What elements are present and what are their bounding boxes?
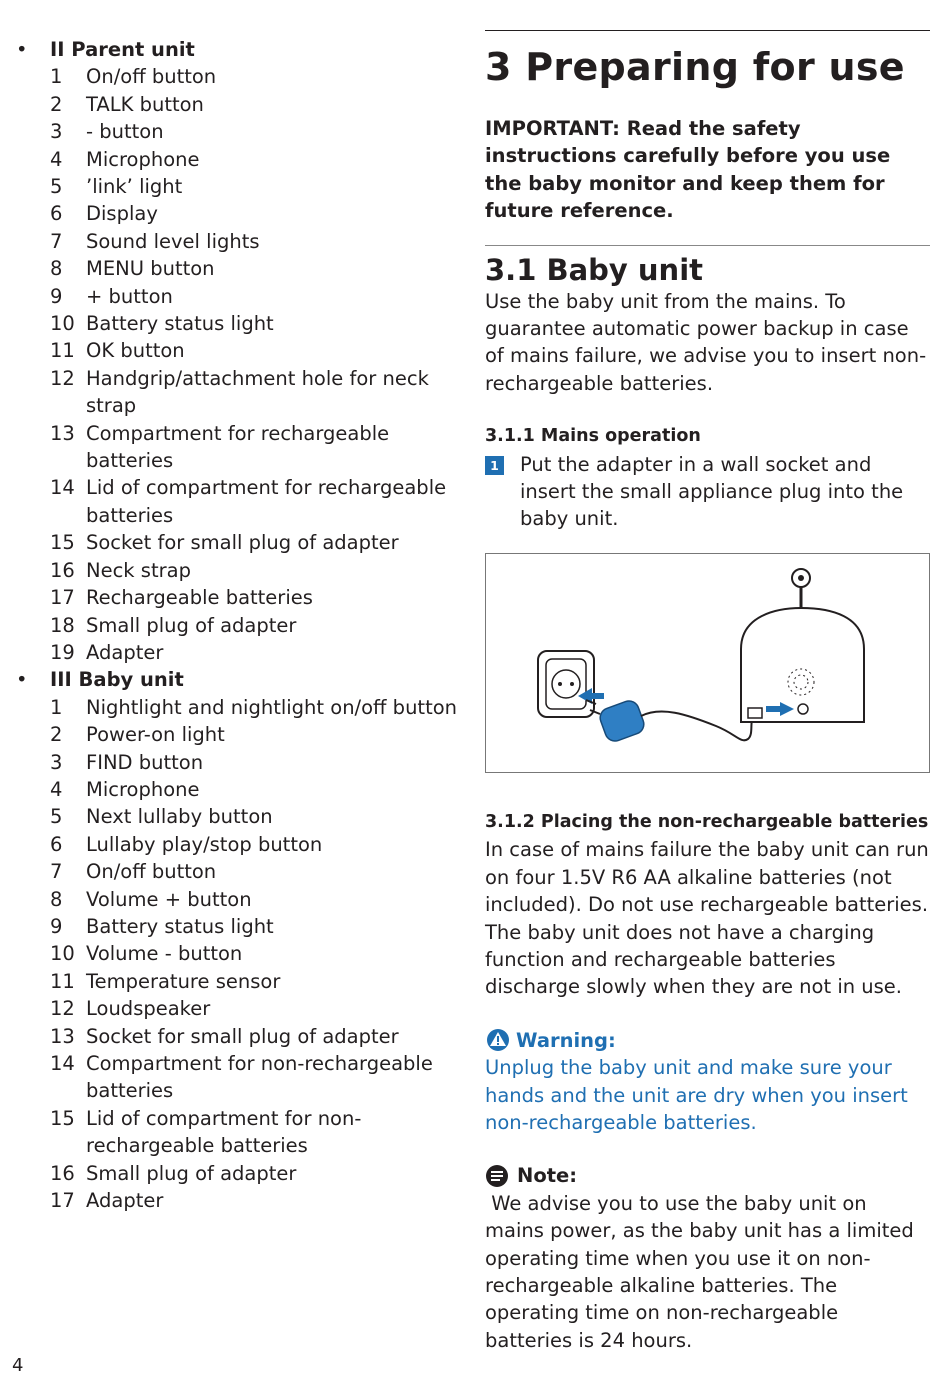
item-number: 4	[50, 147, 63, 171]
list-item	[16, 91, 466, 118]
list-item	[16, 995, 466, 1022]
item-number: 2	[50, 92, 63, 116]
list-item	[16, 228, 466, 255]
batteries-text: In case of mains failure the baby unit can run on four 1.5V R6 AA alkaline batteries (not included). Do not use rechargeable batteries. The baby unit does not have a charging function and rechargeable batteries discharge slowly when they are not in use.	[485, 838, 929, 999]
section-title: 3.1 Baby unit	[485, 252, 703, 287]
bullet: •	[16, 38, 28, 61]
item-label: Next lullaby button	[86, 805, 273, 829]
item-number: 1	[50, 695, 63, 719]
list-item	[16, 721, 466, 748]
item-label: On/off button	[86, 65, 217, 89]
list-item	[16, 420, 466, 475]
list-item	[16, 63, 466, 90]
item-label: Microphone	[86, 777, 200, 801]
item-number: 15	[50, 531, 75, 555]
item-number: 13	[50, 421, 75, 445]
item-label: - button	[86, 120, 164, 144]
item-label: Handgrip/attachment hole for neck strap	[86, 366, 429, 418]
item-label: Compartment for non-rechargeable batteries	[86, 1052, 433, 1103]
item-number: 15	[50, 1106, 75, 1130]
item-label: Rechargeable batteries	[86, 586, 313, 610]
chapter-title: 3 Preparing for use	[485, 45, 905, 89]
list-item	[16, 337, 466, 364]
item-number: 11	[50, 969, 75, 993]
item-label: FIND button	[86, 750, 204, 774]
item-number: 3	[50, 750, 63, 774]
list-item	[16, 913, 466, 940]
list-item	[16, 749, 466, 776]
list-item	[16, 529, 466, 556]
list-item	[16, 146, 466, 173]
item-number: 6	[50, 202, 63, 226]
step-1	[485, 451, 930, 533]
top-rule	[485, 30, 930, 31]
item-label: Battery status light	[86, 914, 274, 938]
item-label: TALK button	[86, 92, 204, 116]
mains-operation-title: 3.1.1 Mains operation	[485, 426, 701, 447]
item-label: Display	[86, 202, 158, 226]
item-label: Volume + button	[86, 887, 252, 911]
item-number: 10	[50, 312, 75, 336]
warning-header	[485, 1027, 930, 1054]
note-header	[485, 1162, 930, 1189]
item-number: 5	[50, 175, 63, 199]
item-label: + button	[86, 284, 173, 308]
batteries-title: 3.1.2 Placing the non-rechargeable batteries	[485, 811, 929, 832]
item-number: 17	[50, 586, 75, 610]
list-item	[16, 886, 466, 913]
item-label: Small plug of adapter	[86, 1161, 297, 1185]
item-label: Nightlight and nightlight on/off button	[86, 695, 458, 719]
baby-unit-list	[16, 694, 466, 1215]
item-label: Volume - button	[86, 942, 243, 966]
item-label: MENU button	[86, 257, 215, 281]
list-item	[16, 255, 466, 282]
list-item	[16, 1023, 466, 1050]
item-label: Microphone	[86, 147, 200, 171]
small-plug-icon	[748, 708, 762, 718]
list-item	[16, 1187, 466, 1214]
item-label: Lid of compartment for non-rechargeable batteries	[86, 1106, 362, 1158]
list-item	[16, 365, 466, 420]
bullet: •	[16, 668, 28, 692]
list-item	[16, 118, 466, 145]
component-list	[16, 36, 466, 1214]
item-label: ’link’ light	[86, 175, 183, 199]
item-label: Loudspeaker	[86, 997, 211, 1021]
list-item	[16, 940, 466, 967]
item-label: Adapter	[86, 1189, 164, 1213]
list-item	[16, 612, 466, 639]
item-number: 7	[50, 229, 63, 253]
item-number: 19	[50, 640, 75, 664]
item-number: 7	[50, 860, 63, 884]
warning-text: Unplug the baby unit and make sure your hands and the unit are dry when you insert non-rechargeable batteries.	[485, 1056, 908, 1134]
section-header-baby-unit	[16, 666, 466, 693]
section-title: III Baby unit	[50, 668, 184, 692]
item-label: On/off button	[86, 860, 217, 884]
list-item	[16, 1105, 466, 1160]
item-number: 16	[50, 1161, 75, 1185]
list-item	[16, 831, 466, 858]
item-label: Power-on light	[86, 723, 225, 747]
item-number: 17	[50, 1189, 75, 1213]
section-title: II Parent unit	[50, 38, 195, 61]
item-number: 5	[50, 805, 63, 829]
list-item	[16, 200, 466, 227]
important-notice: IMPORTANT: Read the safety instructions carefully before you use the baby monitor and keep them for future reference.	[485, 117, 891, 223]
item-number: 13	[50, 1024, 75, 1048]
list-item	[16, 283, 466, 310]
baby-unit-icon	[741, 569, 864, 722]
step-number-badge: 1	[485, 456, 504, 475]
section-rule	[485, 245, 930, 246]
right-column	[485, 30, 930, 1354]
item-number: 16	[50, 558, 75, 582]
warning-icon	[485, 1028, 511, 1052]
item-number: 12	[50, 997, 75, 1021]
note-text: We advise you to use the baby unit on mains power, as the baby unit has a limited operating time when you use it on non-rechargeable alkaline batteries. The operating time on non-rechargeable batteries is 24 hours.	[485, 1191, 920, 1352]
item-number: 3	[50, 120, 63, 144]
item-label: Temperature sensor	[86, 969, 281, 993]
item-number: 14	[50, 476, 75, 500]
item-label: Socket for small plug of adapter	[86, 1024, 399, 1048]
note-icon	[485, 1164, 511, 1188]
item-number: 1	[50, 65, 63, 89]
item-number: 11	[50, 339, 75, 363]
list-item	[16, 858, 466, 885]
item-number: 14	[50, 1052, 75, 1075]
step-text: Put the adapter in a wall socket and insert the small appliance plug into the baby unit.	[520, 452, 904, 531]
adapter-icon	[586, 698, 647, 744]
list-item	[16, 803, 466, 830]
list-item	[16, 474, 466, 529]
item-number: 9	[50, 914, 63, 938]
note-title: Note:	[517, 1164, 578, 1188]
item-label: Neck strap	[86, 558, 191, 582]
section-header-parent-unit	[16, 36, 466, 63]
page-number: 4	[12, 1355, 24, 1376]
item-label: Sound level lights	[86, 229, 260, 253]
item-label: Socket for small plug of adapter	[86, 531, 399, 555]
warning-title: Warning:	[516, 1028, 616, 1052]
item-number: 8	[50, 887, 63, 911]
item-number: 6	[50, 832, 63, 856]
item-label: Battery status light	[86, 312, 274, 336]
item-label: Small plug of adapter	[86, 613, 297, 637]
list-item	[16, 694, 466, 721]
list-item	[16, 584, 466, 611]
cable	[641, 711, 754, 740]
list-item	[16, 639, 466, 666]
list-item	[16, 1160, 466, 1187]
item-number: 9	[50, 284, 63, 308]
item-number: 2	[50, 723, 63, 747]
item-number: 8	[50, 257, 63, 281]
item-number: 10	[50, 942, 75, 966]
item-number: 18	[50, 613, 75, 637]
item-label: Compartment for rechargeable batteries	[86, 421, 390, 473]
list-item	[16, 173, 466, 200]
list-item	[16, 310, 466, 337]
mains-illustration	[485, 553, 930, 773]
section-intro: Use the baby unit from the mains. To guarantee automatic power backup in case of mains failure, we advise you to insert non-rechargeable batteries.	[485, 289, 927, 395]
item-number: 12	[50, 366, 75, 390]
parent-unit-list	[16, 63, 466, 666]
item-label: OK button	[86, 339, 185, 363]
item-label: Adapter	[86, 640, 164, 664]
list-item	[16, 776, 466, 803]
adapter-illustration	[486, 554, 929, 772]
list-item	[16, 968, 466, 995]
item-number: 4	[50, 777, 63, 801]
item-label: Lid of compartment for rechargeable batteries	[86, 476, 447, 527]
list-item	[16, 1050, 466, 1105]
list-item	[16, 557, 466, 584]
item-label: Lullaby play/stop button	[86, 832, 323, 856]
